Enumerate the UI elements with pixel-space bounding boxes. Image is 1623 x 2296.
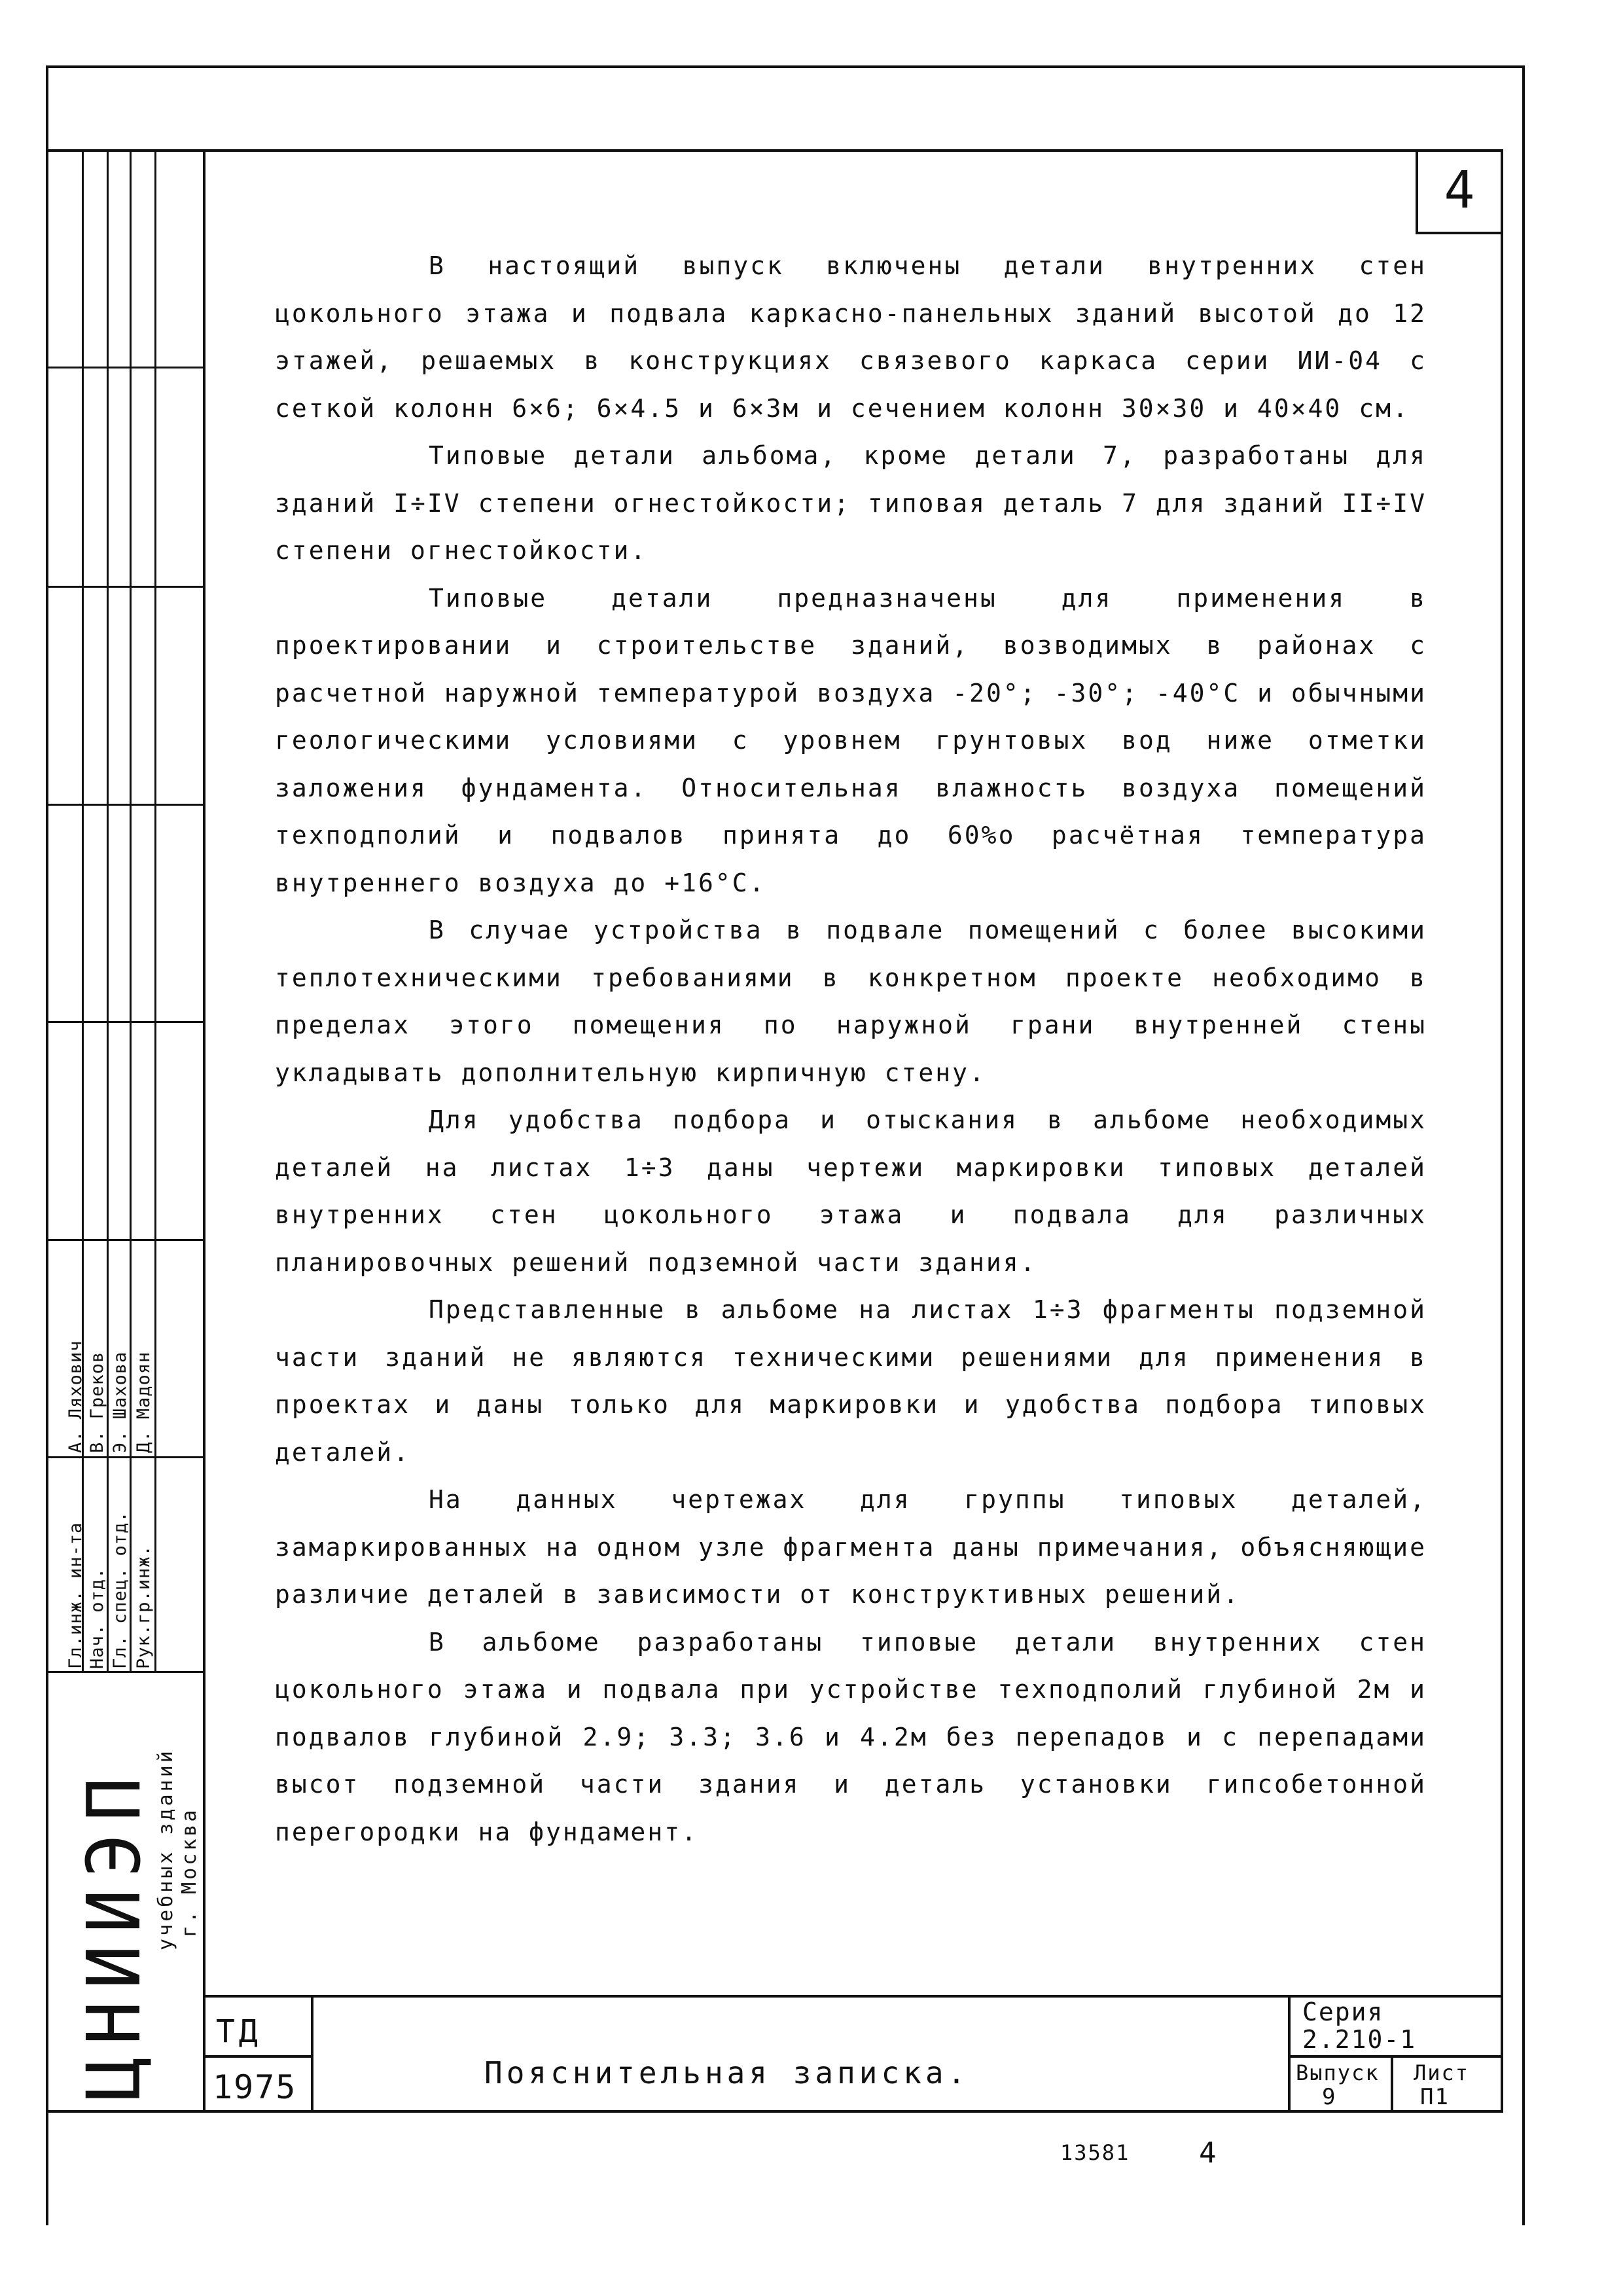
title-block-vline-sheet xyxy=(1391,2055,1393,2113)
series-label: Серия xyxy=(1302,1998,1384,2026)
paragraph: Для удобства подбора и отыскания в альбоме необходимых деталей на листах 1÷3 даны чертежи маркировки типовых деталей внутренних стен цокольного этажа и подвала для различных планировочных решений подземной части здания. xyxy=(275,1105,1427,1277)
stamp-hline-1 xyxy=(46,367,203,368)
document-year: 1975 xyxy=(213,2068,297,2106)
stamp-hline-3 xyxy=(46,804,203,806)
issue-label: Выпуск xyxy=(1296,2060,1380,2085)
stamp-vline-4 xyxy=(154,149,156,1671)
page-number: 4 xyxy=(1416,149,1501,234)
issue-value: 9 xyxy=(1322,2084,1337,2110)
inventory-number: 13581 xyxy=(1060,2140,1130,2165)
stamp-hline-4 xyxy=(46,1021,203,1023)
stamp-hline-7 xyxy=(46,1671,203,1673)
paragraph: В случае устройства в подвале помещений с более высокими теплотехническими требованиями в конкретном проекте необходимо в пределах этого помещения по наружной грани внутренней стены укладывать дополнительную кирпичную стену. xyxy=(275,916,1427,1087)
stamp-hline-6 xyxy=(46,1456,203,1458)
stamp-name-3: Э. Шахова xyxy=(110,1351,130,1453)
document-title: Пояснительная записка. xyxy=(484,2055,970,2090)
explanatory-note-body xyxy=(275,242,1427,1856)
stamp-name-4: Д. Мадоян xyxy=(134,1351,154,1453)
document-code: ТД xyxy=(216,2013,262,2050)
paragraph: В настоящий выпуск включены детали внутренних стен цокольного этажа и подвала каркасно-панельных зданий высотой до 12 этажей, решаемых в конструкциях связевого каркаса серии ИИ-04 с сеткой колонн 6×6; 6×4.5 и 6×3м и сечением колонн 30×30 и 40×40 см. xyxy=(275,251,1427,423)
stamp-position-1: Гл.инж. ин-та xyxy=(65,1522,86,1669)
stamp-position-2: Нач. отд. xyxy=(87,1567,107,1669)
stamp-position-4: Рук.гр.инж. xyxy=(134,1545,154,1669)
sheet-label: Лист xyxy=(1414,2060,1470,2085)
paragraph: На данных чертежах для группы типовых деталей, замаркированных на одном узле фрагмента даны примечания, объясняющие различие деталей в зависимости от конструктивных решений. xyxy=(275,1485,1427,1609)
stamp-name-2: В. Греков xyxy=(87,1351,107,1453)
title-block-hline-right xyxy=(1288,2055,1503,2058)
paragraph: Представленные в альбоме на листах 1÷3 фрагменты подземной части зданий не являются техническими решениями для применения в проектах и даны только для маркировки и удобства подбора типовых деталей. xyxy=(275,1295,1427,1467)
org-subtitle-1: учебных зданий xyxy=(154,1748,177,1950)
title-block-hline-left xyxy=(203,2055,313,2058)
org-subtitle-2: г. Москва xyxy=(178,1807,201,1937)
series-value: 2.210-1 xyxy=(1302,2025,1417,2054)
stamp-hline-5 xyxy=(46,1239,203,1241)
paragraph: Типовые детали предназначены для применения в проектировании и строительстве зданий, возводимых в районах с расчетной наружной температурой воздуха -20°; -30°; -40°С и обычными геологическими условиями с уровнем грунтовых вод ниже отметки заложения фундамента. Относительная влажность воздуха помещений техподполий и подвалов принята до 60%о расчётная температура внутреннего воздуха до +16°С. xyxy=(275,583,1427,897)
title-block-vline-left xyxy=(311,1995,313,2113)
paragraph: В альбоме разработаны типовые детали внутренних стен цокольного этажа и подвала при устройстве техподполий глубиной 2м и подвалов глубиной 2.9; 3.3; 3.6 и 4.2м без перепадов и с перепадами высот подземной части здания и деталь установки гипсобетонной перегородки на фундамент. xyxy=(275,1627,1427,1846)
paragraph: Типовые детали альбома, кроме детали 7, разработаны для зданий I÷IV степени огнестойкости; типовая деталь 7 для зданий II÷IV степени огнестойкости. xyxy=(275,441,1427,565)
sheet-value: П1 xyxy=(1420,2084,1450,2110)
org-name: ЦНИИЭП xyxy=(72,1765,157,2101)
stamp-hline-2 xyxy=(46,586,203,588)
title-block-vline-right xyxy=(1288,1995,1291,2113)
stamp-name-1: А. Ляхович xyxy=(65,1340,86,1453)
footer-page-mark: 4 xyxy=(1199,2136,1217,2170)
stamp-position-3: Гл. спец. отд. xyxy=(110,1511,130,1669)
